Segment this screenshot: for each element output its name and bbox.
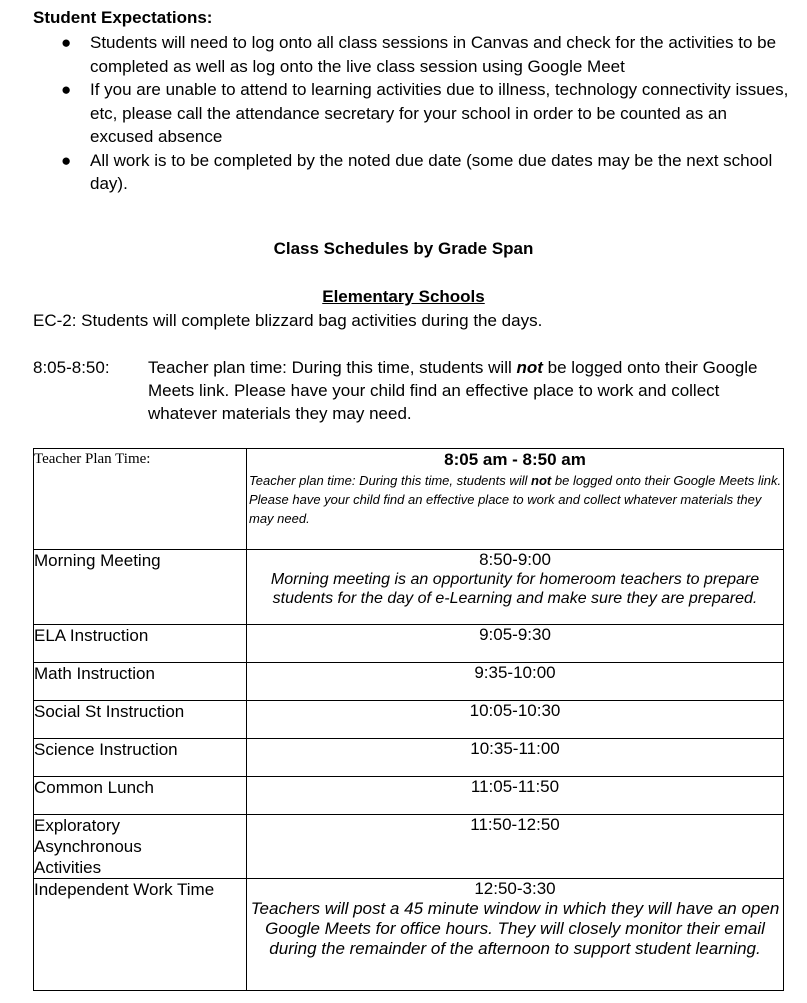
row-time: 8:05 am - 8:50 am (444, 450, 586, 469)
plan-time-range: 8:05-8:50: (33, 358, 110, 377)
row-label: ELA Instruction (34, 625, 247, 663)
expectations-list (33, 31, 793, 196)
table-row (34, 879, 784, 991)
row-note-text-2: be logged onto their Google Meets link. Please have your child find an effective place to work and collect whatever materials they may need. (249, 473, 782, 526)
plan-time-text-2: be logged onto their Google Meets link. Please have your child find an effective place to work and collect whatever materials they may need. (148, 358, 758, 423)
row-note-emphasis: not (531, 473, 552, 488)
row-time: 9:35-10:00 (474, 663, 556, 682)
row-note: Teachers will post a 45 minute window in which they will have an open Google Meets for office hours. They will closely monitor their email during the remainder of the afternoon to support student learning. (250, 899, 780, 958)
student-expectations-heading: Student Expectations: (33, 8, 213, 27)
table-row (34, 449, 784, 550)
ec2-note: EC-2: Students will complete blizzard bag activities during the days. (33, 311, 543, 330)
row-time: 12:50-3:30 (474, 879, 556, 898)
elementary-schools-heading: Elementary Schools (322, 287, 485, 306)
row-time: 9:05-9:30 (479, 625, 551, 644)
table-row (34, 815, 784, 879)
plan-time-emphasis: not (516, 358, 543, 377)
row-value (247, 625, 784, 663)
table-row (34, 663, 784, 701)
table-row (34, 550, 784, 625)
row-time: 11:50-12:50 (470, 815, 560, 834)
list-item (33, 31, 793, 78)
row-label: Science Instruction (34, 739, 247, 777)
list-item-text: If you are unable to attend to learning activities due to illness, technology connectivity issues, etc, please call the attendance secretary for your school in order to be counted as an excused absence (90, 80, 789, 146)
row-time: 10:35-11:00 (470, 739, 560, 758)
row-value (247, 815, 784, 879)
list-item (33, 78, 793, 149)
elementary-schedule-table (33, 448, 784, 991)
table-row (34, 739, 784, 777)
list-item (33, 149, 793, 196)
row-value (247, 449, 784, 550)
row-value (247, 701, 784, 739)
row-time: 10:05-10:30 (469, 701, 561, 720)
row-label: Common Lunch (34, 777, 247, 815)
row-note-text-1: Teacher plan time: During this time, students will (249, 473, 532, 488)
row-label: Teacher Plan Time: (34, 449, 247, 550)
row-note (247, 471, 783, 528)
row-value (247, 663, 784, 701)
row-value (247, 879, 784, 991)
row-value (247, 550, 784, 625)
table-row (34, 777, 784, 815)
row-value (247, 739, 784, 777)
list-item-text: Students will need to log onto all class sessions in Canvas and check for the activities to be completed as well as log onto the live class session using Google Meet (90, 33, 777, 76)
plan-time-description (148, 356, 788, 425)
row-value (247, 777, 784, 815)
row-label: Morning Meeting (34, 550, 247, 625)
plan-time-text-1: Teacher plan time: During this time, students will (148, 358, 517, 377)
bullet-icon: ● (61, 33, 72, 52)
table-row (34, 625, 784, 663)
row-note: Morning meeting is an opportunity for homeroom teachers to prepare students for the day of e-Learning and make sure they are prepared. (270, 571, 760, 607)
row-time: 8:50-9:00 (479, 550, 551, 569)
row-label: Exploratory Asynchronous Activities (34, 815, 247, 879)
row-label: Math Instruction (34, 663, 247, 701)
row-time: 11:05-11:50 (470, 777, 560, 796)
table-row (34, 701, 784, 739)
bullet-icon: ● (61, 150, 72, 170)
class-schedules-heading: Class Schedules by Grade Span (273, 239, 534, 258)
bullet-icon: ● (61, 80, 72, 99)
row-label: Independent Work Time (34, 879, 247, 991)
row-label: Social St Instruction (34, 701, 247, 739)
list-item-text: All work is to be completed by the noted due date (some due dates may be the next school day). (90, 150, 773, 193)
